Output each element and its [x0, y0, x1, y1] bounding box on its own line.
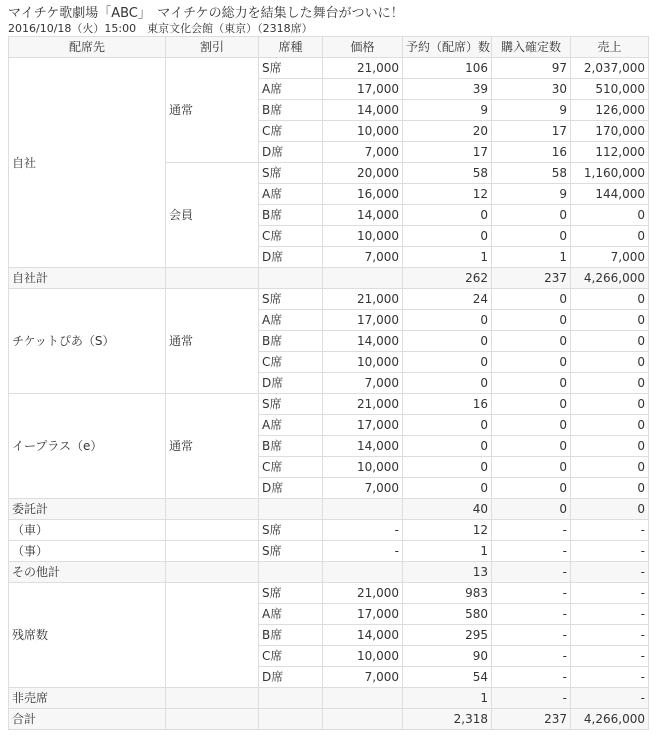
reserved-cell: 1	[403, 247, 492, 268]
table-row	[9, 520, 649, 541]
event-subtitle: 2016/10/18（火）15:00 東京文化会館（東京）（2318席）	[8, 22, 313, 35]
event-title: マイチケ歌劇場「ABC」 マイチケの総力を結集した舞台がついに！	[8, 6, 404, 21]
destination-cell: 自社	[9, 58, 166, 268]
reserved-cell: 983	[403, 583, 492, 604]
table-header	[9, 37, 649, 58]
price-cell: 10,000	[323, 646, 403, 667]
price-cell	[323, 268, 403, 289]
price-cell: -	[323, 520, 403, 541]
table-row	[9, 583, 649, 604]
price-cell	[323, 499, 403, 520]
sales-cell: 0	[571, 331, 649, 352]
destination-cell: 残席数	[9, 583, 166, 688]
sales-cell: -	[571, 625, 649, 646]
discount-cell	[166, 268, 259, 289]
price-cell: 17,000	[323, 79, 403, 100]
price-cell: 14,000	[323, 625, 403, 646]
confirmed-cell: -	[492, 541, 571, 562]
header-reserved: 予約（配席）数	[403, 37, 492, 58]
sales-cell: 170,000	[571, 121, 649, 142]
sales-cell: 0	[571, 478, 649, 499]
confirmed-cell: 0	[492, 499, 571, 520]
discount-cell: 通常	[166, 289, 259, 394]
seat-type-cell: B席	[259, 436, 323, 457]
sales-cell: 2,037,000	[571, 58, 649, 79]
price-cell: 14,000	[323, 100, 403, 121]
price-cell: 10,000	[323, 457, 403, 478]
discount-cell	[166, 541, 259, 562]
confirmed-cell: 97	[492, 58, 571, 79]
sales-cell: 0	[571, 394, 649, 415]
confirmed-cell: 0	[492, 310, 571, 331]
seat-type-cell: D席	[259, 478, 323, 499]
price-cell: 14,000	[323, 436, 403, 457]
sales-cell: -	[571, 667, 649, 688]
destination-cell: （事）	[9, 541, 166, 562]
reserved-cell: 0	[403, 226, 492, 247]
sales-cell: 0	[571, 310, 649, 331]
seat-type-cell	[259, 268, 323, 289]
price-cell	[323, 562, 403, 583]
price-cell: 20,000	[323, 163, 403, 184]
seat-type-cell: D席	[259, 247, 323, 268]
reserved-cell: 262	[403, 268, 492, 289]
price-cell: 21,000	[323, 58, 403, 79]
sales-cell: 112,000	[571, 142, 649, 163]
seat-type-cell	[259, 562, 323, 583]
confirmed-cell: -	[492, 646, 571, 667]
destination-cell: （車）	[9, 520, 166, 541]
total-label: 自社計	[9, 268, 166, 289]
sales-cell: -	[571, 604, 649, 625]
seat-type-cell: S席	[259, 541, 323, 562]
seat-type-cell: C席	[259, 226, 323, 247]
reserved-cell: 0	[403, 352, 492, 373]
sales-cell: 0	[571, 352, 649, 373]
sales-cell: 126,000	[571, 100, 649, 121]
header-discount: 割引	[166, 37, 259, 58]
confirmed-cell: -	[492, 520, 571, 541]
total-label: 委託計	[9, 499, 166, 520]
discount-cell: 会員	[166, 163, 259, 268]
seat-type-cell	[259, 709, 323, 730]
sales-cell: 0	[571, 205, 649, 226]
reserved-cell: 0	[403, 310, 492, 331]
reserved-cell: 12	[403, 520, 492, 541]
destination-cell: イープラス（e）	[9, 394, 166, 499]
seat-type-cell: S席	[259, 520, 323, 541]
sales-cell: 0	[571, 436, 649, 457]
total-row	[9, 268, 649, 289]
reserved-cell: 0	[403, 436, 492, 457]
price-cell: -	[323, 541, 403, 562]
discount-cell	[166, 688, 259, 709]
confirmed-cell: 0	[492, 373, 571, 394]
sales-cell: 510,000	[571, 79, 649, 100]
total-label: 非売席	[9, 688, 166, 709]
header-sales: 売上	[571, 37, 649, 58]
discount-cell: 通常	[166, 394, 259, 499]
confirmed-cell: 30	[492, 79, 571, 100]
confirmed-cell: 9	[492, 184, 571, 205]
sales-cell: -	[571, 646, 649, 667]
reserved-cell: 0	[403, 415, 492, 436]
confirmed-cell: 17	[492, 121, 571, 142]
seat-type-cell: S席	[259, 58, 323, 79]
seat-type-cell: B席	[259, 205, 323, 226]
table-row	[9, 289, 649, 310]
sales-cell: 7,000	[571, 247, 649, 268]
header-price: 価格	[323, 37, 403, 58]
total-label: 合計	[9, 709, 166, 730]
reserved-cell: 39	[403, 79, 492, 100]
price-cell: 21,000	[323, 394, 403, 415]
confirmed-cell: 0	[492, 436, 571, 457]
price-cell: 7,000	[323, 478, 403, 499]
sales-cell: 0	[571, 226, 649, 247]
sales-cell: 0	[571, 289, 649, 310]
sales-cell: 0	[571, 499, 649, 520]
price-cell: 10,000	[323, 121, 403, 142]
sales-cell: 0	[571, 415, 649, 436]
seat-type-cell	[259, 499, 323, 520]
seat-type-cell: B席	[259, 100, 323, 121]
header-seat-type: 席種	[259, 37, 323, 58]
price-cell: 14,000	[323, 331, 403, 352]
confirmed-cell: -	[492, 667, 571, 688]
total-row	[9, 562, 649, 583]
reserved-cell: 0	[403, 478, 492, 499]
sales-cell: 1,160,000	[571, 163, 649, 184]
seat-type-cell: B席	[259, 625, 323, 646]
sales-cell: -	[571, 541, 649, 562]
price-cell: 21,000	[323, 583, 403, 604]
seat-type-cell: D席	[259, 667, 323, 688]
confirmed-cell: 0	[492, 478, 571, 499]
seat-type-cell: A席	[259, 184, 323, 205]
reserved-cell: 1	[403, 688, 492, 709]
reserved-cell: 0	[403, 205, 492, 226]
price-cell	[323, 709, 403, 730]
confirmed-cell: -	[492, 583, 571, 604]
sales-cell: -	[571, 562, 649, 583]
sales-cell: -	[571, 583, 649, 604]
price-cell: 10,000	[323, 352, 403, 373]
header-destination: 配席先	[9, 37, 166, 58]
sales-cell: 0	[571, 457, 649, 478]
reserved-cell: 295	[403, 625, 492, 646]
reserved-cell: 58	[403, 163, 492, 184]
table-row	[9, 58, 649, 79]
seat-type-cell: S席	[259, 394, 323, 415]
price-cell: 7,000	[323, 667, 403, 688]
price-cell: 16,000	[323, 184, 403, 205]
confirmed-cell: 58	[492, 163, 571, 184]
price-cell: 17,000	[323, 604, 403, 625]
reserved-cell: 13	[403, 562, 492, 583]
confirmed-cell: 237	[492, 709, 571, 730]
sales-cell: 144,000	[571, 184, 649, 205]
total-row	[9, 499, 649, 520]
seat-type-cell: C席	[259, 121, 323, 142]
confirmed-cell: 0	[492, 394, 571, 415]
sales-cell: -	[571, 688, 649, 709]
reserved-cell: 17	[403, 142, 492, 163]
confirmed-cell: 9	[492, 100, 571, 121]
discount-cell	[166, 562, 259, 583]
price-cell: 17,000	[323, 415, 403, 436]
seat-type-cell: B席	[259, 331, 323, 352]
confirmed-cell: 237	[492, 268, 571, 289]
reserved-cell: 12	[403, 184, 492, 205]
confirmed-cell: 16	[492, 142, 571, 163]
reserved-cell: 9	[403, 100, 492, 121]
sales-cell: 4,266,000	[571, 709, 649, 730]
discount-cell	[166, 499, 259, 520]
seat-type-cell: C席	[259, 352, 323, 373]
confirmed-cell: 0	[492, 205, 571, 226]
discount-cell	[166, 709, 259, 730]
price-cell: 21,000	[323, 289, 403, 310]
price-cell: 7,000	[323, 373, 403, 394]
reserved-cell: 0	[403, 331, 492, 352]
reserved-cell: 16	[403, 394, 492, 415]
confirmed-cell: 0	[492, 289, 571, 310]
discount-cell: 通常	[166, 58, 259, 163]
seat-type-cell: A席	[259, 415, 323, 436]
reserved-cell: 24	[403, 289, 492, 310]
table-row	[9, 541, 649, 562]
price-cell: 10,000	[323, 226, 403, 247]
seat-type-cell: A席	[259, 310, 323, 331]
confirmed-cell: 0	[492, 415, 571, 436]
confirmed-cell: 0	[492, 331, 571, 352]
confirmed-cell: 0	[492, 352, 571, 373]
sales-cell: -	[571, 520, 649, 541]
seat-type-cell: D席	[259, 373, 323, 394]
confirmed-cell: 0	[492, 457, 571, 478]
sales-cell: 0	[571, 373, 649, 394]
seat-type-cell: S席	[259, 163, 323, 184]
reserved-cell: 54	[403, 667, 492, 688]
discount-cell	[166, 520, 259, 541]
seat-type-cell: C席	[259, 457, 323, 478]
seat-type-cell: C席	[259, 646, 323, 667]
total-row	[9, 709, 649, 730]
price-cell: 7,000	[323, 247, 403, 268]
reserved-cell: 2,318	[403, 709, 492, 730]
reserved-cell: 1	[403, 541, 492, 562]
total-row	[9, 688, 649, 709]
reserved-cell: 0	[403, 457, 492, 478]
seat-type-cell: A席	[259, 604, 323, 625]
destination-cell: チケットぴあ（S）	[9, 289, 166, 394]
price-cell: 7,000	[323, 142, 403, 163]
reserved-cell: 90	[403, 646, 492, 667]
sales-table	[8, 36, 649, 730]
seat-type-cell: S席	[259, 583, 323, 604]
reserved-cell: 580	[403, 604, 492, 625]
header-confirmed: 購入確定数	[492, 37, 571, 58]
table-row	[9, 394, 649, 415]
reserved-cell: 20	[403, 121, 492, 142]
seat-type-cell: S席	[259, 289, 323, 310]
discount-cell	[166, 583, 259, 688]
seat-type-cell: A席	[259, 79, 323, 100]
sales-cell: 4,266,000	[571, 268, 649, 289]
seat-type-cell	[259, 688, 323, 709]
total-label: その他計	[9, 562, 166, 583]
price-cell	[323, 688, 403, 709]
reserved-cell: 0	[403, 373, 492, 394]
confirmed-cell: -	[492, 604, 571, 625]
confirmed-cell: 0	[492, 226, 571, 247]
confirmed-cell: -	[492, 625, 571, 646]
reserved-cell: 106	[403, 58, 492, 79]
seat-type-cell: D席	[259, 142, 323, 163]
confirmed-cell: -	[492, 562, 571, 583]
confirmed-cell: 1	[492, 247, 571, 268]
reserved-cell: 40	[403, 499, 492, 520]
confirmed-cell: -	[492, 688, 571, 709]
price-cell: 17,000	[323, 310, 403, 331]
price-cell: 14,000	[323, 205, 403, 226]
